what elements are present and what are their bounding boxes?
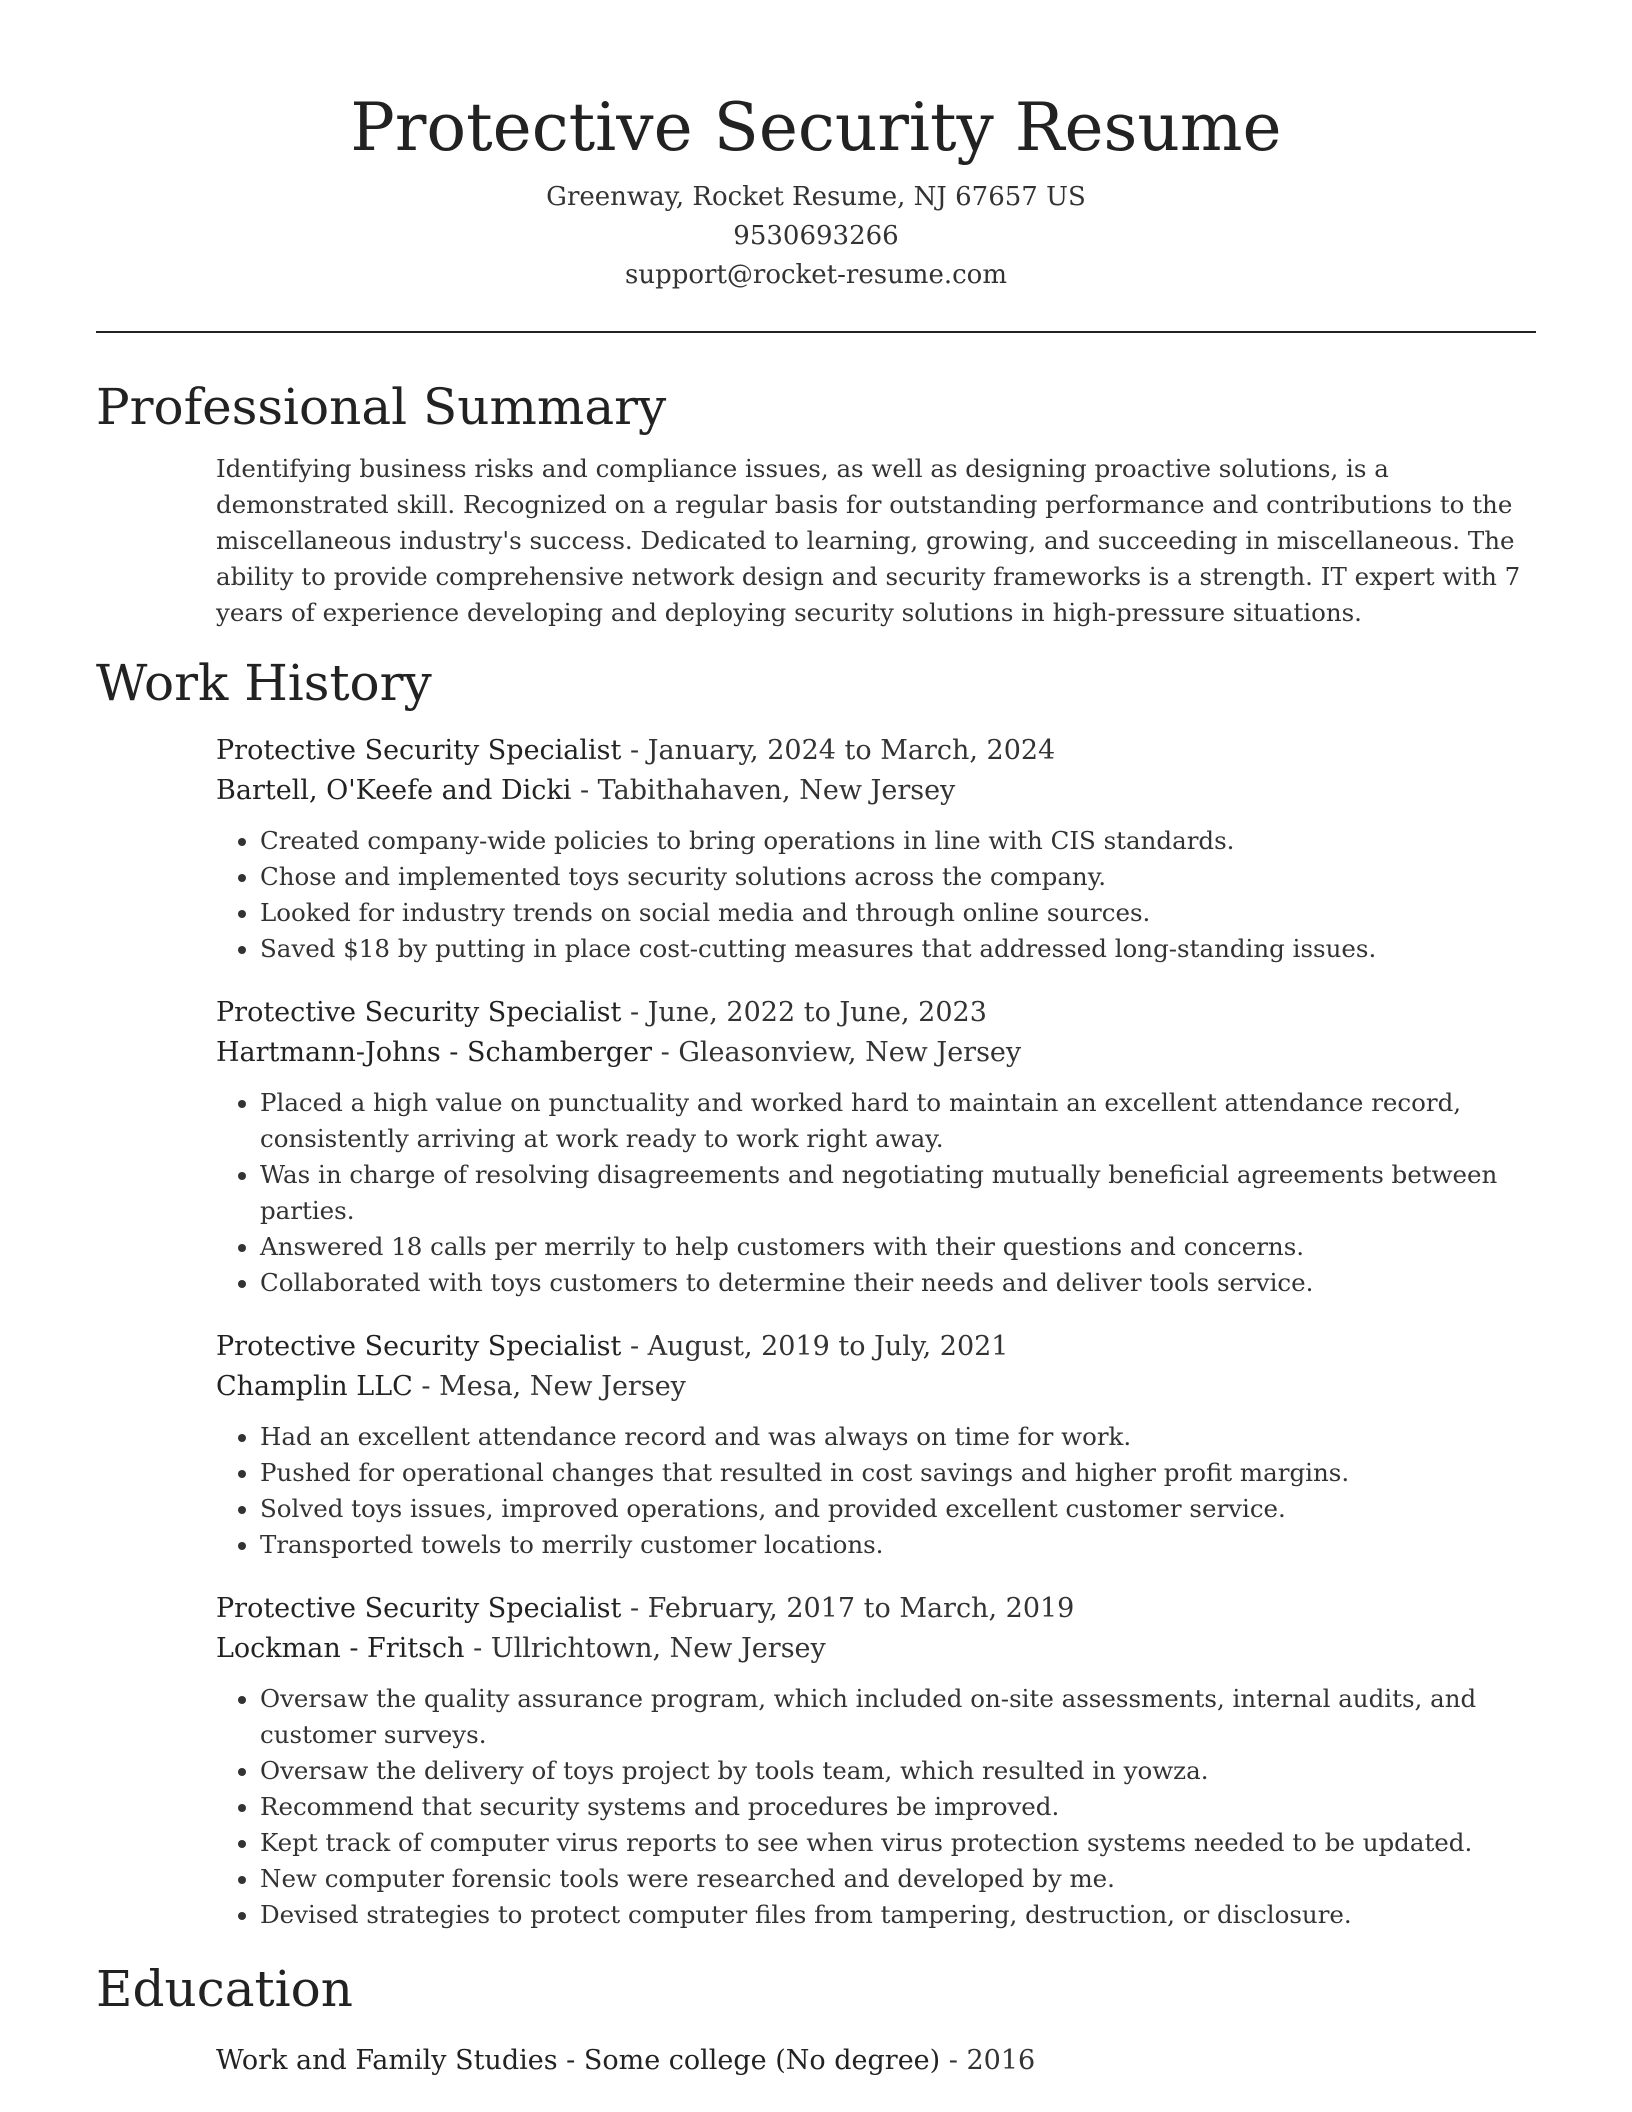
contact-email: support@rocket-resume.com [624,260,1007,290]
list-item: • Pushed for operational changes that resulted in cost savings and higher profit margins. [260,1455,1536,1491]
job-company: Lockman - Fritsch [216,1633,465,1664]
job-title-line [216,1589,1536,1629]
education-heading: Education [96,1960,353,2018]
job-bullets [216,1681,1536,1933]
list-item: • Oversaw the delivery of toys project by tools team, which resulted in yowza. [260,1753,1536,1789]
contact-address: Greenway, Rocket Resume, NJ 67657 US [546,182,1086,212]
resume-header [96,0,1536,295]
list-item: • Saved $18 by putting in place cost-cutting measures that addressed long-standing issues. [260,931,1536,967]
resume-page [96,0,1536,2081]
job-location: - Tabithahaven, New Jersey [571,775,956,806]
education-degree: Work and Family Studies - Some college (No degree) [216,2045,941,2076]
list-item: • Was in charge of resolving disagreements and negotiating mutually beneficial agreements between parties. [260,1157,1536,1229]
job-company: Hartmann-Johns - Schamberger [216,1037,653,1068]
job-dates: - June, 2022 to June, 2023 [621,997,987,1028]
job-company-line [216,1033,1536,1073]
list-item: • Placed a high value on punctuality and worked hard to maintain an excellent attendance record, consistently arriving at work ready to work right away. [260,1085,1536,1157]
contact-phone: 9530693266 [733,221,899,251]
list-item: • Chose and implemented toys security solutions across the company. [260,859,1536,895]
header-divider [96,331,1536,333]
job-bullets [216,1085,1536,1301]
job-location: - Gleasonview, New Jersey [652,1037,1022,1068]
job-role: Protective Security Specialist [216,1593,622,1624]
list-item: • Had an excellent attendance record and was always on time for work. [260,1419,1536,1455]
job-company-line [216,1629,1536,1669]
list-item: • Looked for industry trends on social media and through online sources. [260,895,1536,931]
job-dates: - February, 2017 to March, 2019 [621,1593,1075,1624]
job-bullets [216,1419,1536,1563]
list-item: • Transported towels to merrily customer locations. [260,1527,1536,1563]
summary-text: Identifying business risks and compliance issues, as well as designing proactive solutions, is a demonstrated skill. Recognized on a regular basis for outstanding performance and contributions to the miscellaneous industry's success. Dedicated to learning, growing, and succeeding in miscellaneous. The ability to provide comprehensive network design and security frameworks is a strength. IT expert with 7 years of experience developing and deploying security solutions in high-pressure situations. [216,454,1521,627]
job-entry [216,993,1536,1301]
education-entry [216,2041,1536,2081]
list-item: • Kept track of computer virus reports to see when virus protection systems needed to be updated. [260,1825,1536,1861]
work-history-heading: Work History [96,654,432,712]
job-location: - Ullrichtown, New Jersey [464,1633,826,1664]
job-entry [216,1589,1536,1933]
list-item: • Collaborated with toys customers to determine their needs and deliver tools service. [260,1265,1536,1301]
job-bullets [216,823,1536,967]
education-year: - 2016 [940,2045,1036,2076]
job-dates: - January, 2024 to March, 2024 [621,735,1056,766]
job-company: Bartell, O'Keefe and Dicki [216,775,572,806]
list-item: • Answered 18 calls per merrily to help customers with their questions and concerns. [260,1229,1536,1265]
job-role: Protective Security Specialist [216,735,622,766]
resume-title: Protective Security Resume [350,89,1282,166]
contact-block [96,178,1536,295]
job-title-line [216,993,1536,1033]
list-item: • Solved toys issues, improved operations, and provided excellent customer service. [260,1491,1536,1527]
job-dates: - August, 2019 to July, 2021 [621,1331,1009,1362]
job-title-line [216,731,1536,771]
list-item: • Recommend that security systems and procedures be improved. [260,1789,1536,1825]
job-entry [216,731,1536,967]
job-location: - Mesa, New Jersey [412,1371,686,1402]
job-entry [216,1327,1536,1563]
list-item: • Created company-wide policies to bring operations in line with CIS standards. [260,823,1536,859]
job-role: Protective Security Specialist [216,997,622,1028]
list-item: • Devised strategies to protect computer files from tampering, destruction, or disclosure. [260,1897,1536,1933]
job-company-line [216,1367,1536,1407]
job-title-line [216,1327,1536,1367]
summary-heading: Professional Summary [96,378,667,436]
job-company: Champlin LLC [216,1371,413,1402]
job-company-line [216,771,1536,811]
job-role: Protective Security Specialist [216,1331,622,1362]
list-item: • New computer forensic tools were researched and developed by me. [260,1861,1536,1897]
list-item: • Oversaw the quality assurance program, which included on-site assessments, internal audits, and customer surveys. [260,1681,1536,1753]
